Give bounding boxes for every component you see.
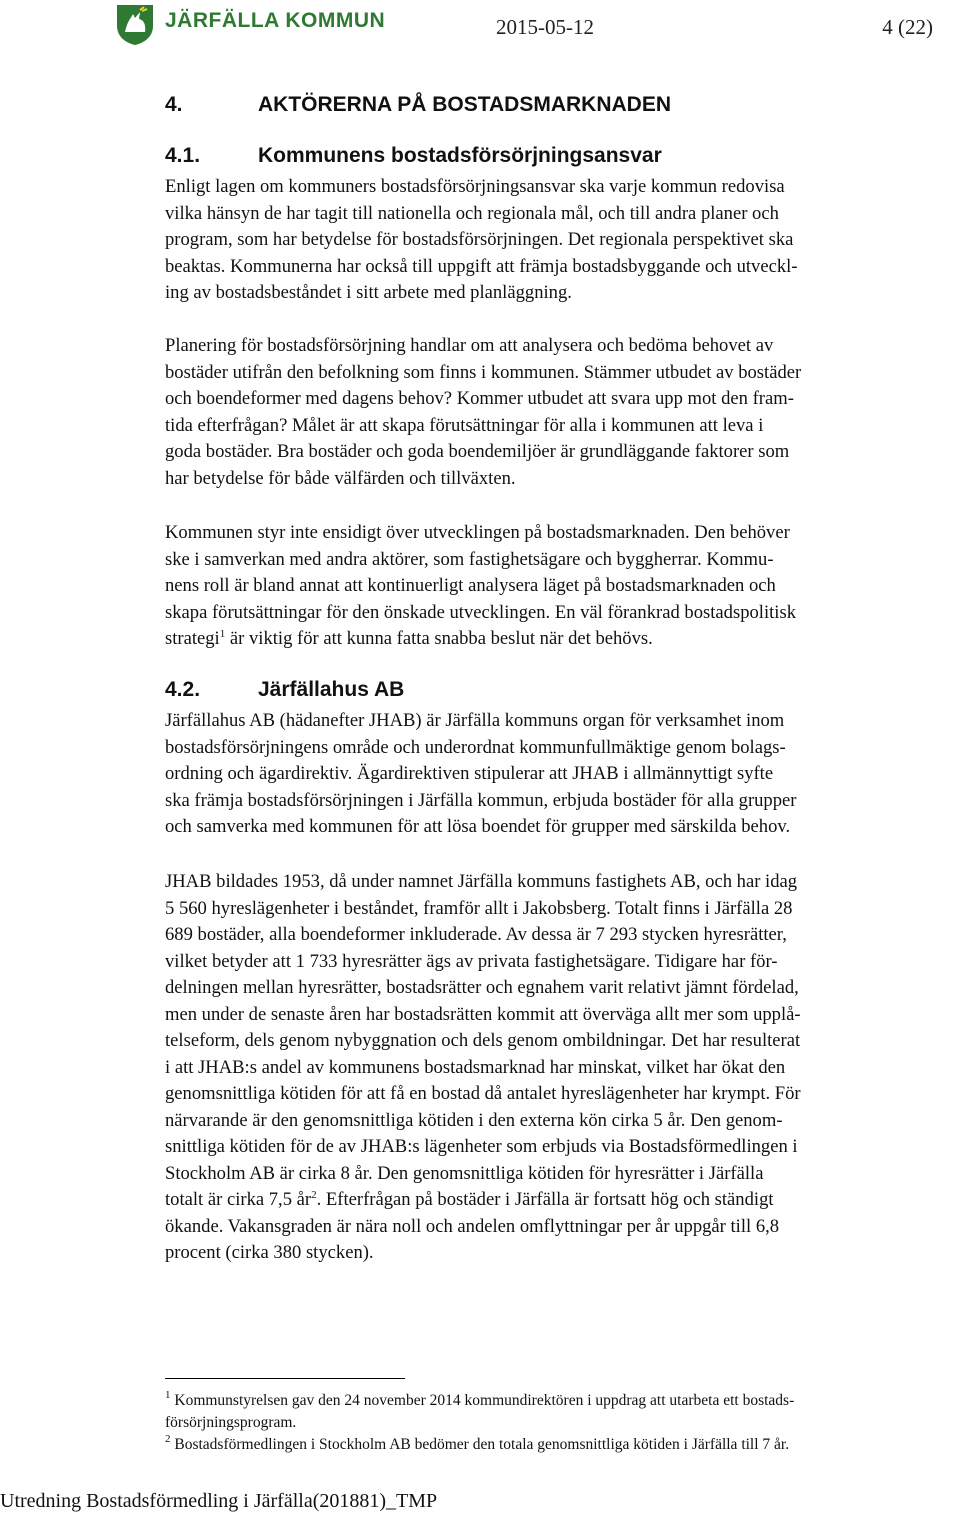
footnote-1	[165, 1390, 955, 1434]
text-line: nens roll är bland annat att kontinuerligt analysera läget på bostadsmarknaden och	[165, 575, 776, 596]
footnote-text: Bostadsförmedlingen i Stockholm AB bedömer den totala genomsnittliga kötiden i Järfälla till 7 år.	[170, 1436, 790, 1453]
text-fragment: strategi	[165, 628, 220, 649]
section-heading	[165, 93, 671, 117]
text-line: tida efterfrågan? Målet är att skapa förutsättningar för alla i kommunen att leva i	[165, 414, 764, 436]
text-line: och samverka med kommunen för att lösa boendet för grupper med särskilda behov.	[165, 816, 791, 837]
text-line: ska främja bostadsförsörjningen i Järfälla kommun, erbjuda bostäder för alla grupper	[165, 789, 797, 811]
footnote-divider	[165, 1378, 405, 1379]
footnote-ref-2: 2	[311, 1189, 317, 1201]
text-line: Stockholm AB är cirka 8 år. Den genomsnittliga kötiden för hyresrätter i Järfälla	[165, 1162, 764, 1184]
subsection-heading-4-1	[165, 144, 662, 168]
text-line: telseform, dels genom nybyggnation och dels genom ombildningar. Det har resulterat	[165, 1030, 801, 1051]
footnote-line	[165, 1390, 955, 1412]
text-line: och boendeformer med dagens behov? Kommer utbudet att svara upp mot den fram-	[165, 388, 794, 409]
municipality-logo	[113, 2, 157, 46]
text-line: i att JHAB:s andel av kommunens bostadsmarknad har minskat, vilket har ökat den	[165, 1056, 786, 1078]
text-line: Enligt lagen om kommuners bostadsförsörjningsansvar ska varje kommun redovisa	[165, 176, 785, 197]
text-line: ordning och ägardirektiv. Ägardirektiven stipulerar att JHAB i allmännyttigt syfte	[165, 763, 774, 784]
text-line: snittliga kötiden för de av JHAB:s lägenheter som erbjuds via Bostadsförmedlingen i	[165, 1136, 798, 1157]
subsection-title: Kommunens bostadsförsörjningsansvar	[258, 144, 662, 167]
footnote-line: försörjningsprogram.	[165, 1414, 297, 1431]
paragraph-4-1-2	[165, 333, 955, 492]
footnote-line	[165, 1434, 955, 1456]
subsection-number: 4.2.	[165, 678, 201, 701]
text-line: närvarande är den genomsnittliga kötiden i den externa kön cirka 5 år. Den genom-	[165, 1109, 783, 1131]
text-line: ökande. Vakansgraden är nära noll och andelen omflyttningar per år uppgår till 6,8	[165, 1215, 780, 1237]
text-line: skapa förutsättningar för den önskade utvecklingen. En väl förankrad bostadspolitisk	[165, 601, 796, 623]
text-line: genomsnittliga kötiden för att få en bostad då antalet hyreslägenheter har krympt. För	[165, 1083, 801, 1104]
section-number: 4.	[165, 93, 183, 116]
text-line: vilket betyder att 1 733 hyresrätter ägs av privata fastighetsägare. Tidigare har för-	[165, 950, 778, 972]
logo-wordmark: JÄRFÄLLA KOMMUN	[165, 9, 386, 32]
text-line: Järfällahus AB (hädanefter JHAB) är Järfälla kommuns organ för verksamhet inom	[165, 710, 785, 731]
footnote-number: 2	[165, 1433, 171, 1445]
text-line: 5 560 hyreslägenheter i beståndet, framför allt i Jakobsberg. Totalt finns i Järfälla 28	[165, 897, 793, 919]
text-line: 689 bostäder, alla boendeformer inkluderade. Av dessa är 7 293 stycken hyresrätter,	[165, 924, 787, 945]
paragraph-4-1-3	[165, 520, 955, 653]
text-line: program, som har betydelse för bostadsförsörjningen. Det regionala perspektivet ska	[165, 229, 794, 250]
text-line: Planering för bostadsförsörjning handlar om att analysera och bedöma behovet av	[165, 335, 774, 356]
text-line: bostäder utifrån den befolkning som finns i kommunen. Stämmer utbudet av bostäder	[165, 361, 802, 383]
text-line: delningen mellan hyresrätter, bostadsrätter och egnahem varit relativt jämnt fördelad,	[165, 977, 799, 998]
text-line: ing av bostadsbeståndet i sitt arbete med planläggning.	[165, 282, 572, 303]
text-fragment: . Efterfrågan på bostäder i Järfälla är fortsatt hög och ständigt	[316, 1189, 774, 1210]
header-date: 2015-05-12	[496, 15, 594, 39]
text-line	[165, 1187, 955, 1214]
paragraph-4-1-1	[165, 174, 955, 307]
text-line: men under de senaste åren har bostadsrätten kommit att överväga allt mer som upplå-	[165, 1003, 801, 1025]
text-line: JHAB bildades 1953, då under namnet Järfälla kommuns fastighets AB, och har idag	[165, 871, 798, 892]
footnote-ref-1: 1	[219, 628, 226, 640]
subsection-number: 4.1.	[165, 144, 201, 167]
text-line: bostadsförsörjningens område och underordnat kommunfullmäktige genom bolags-	[165, 736, 786, 758]
text-line: beaktas. Kommunerna har också till uppgift att främja bostadsbyggande och utveckl-	[165, 255, 798, 277]
header-page-number: 4 (22)	[882, 15, 933, 39]
subsection-heading-4-2	[165, 678, 404, 702]
text-line: vilka hänsyn de har tagit till nationella och regionala mål, och till andra planer och	[165, 202, 779, 224]
text-line: ske i samverkan med andra aktörer, som fastighetsägare och byggherrar. Kommu-	[165, 548, 774, 570]
text-line: Kommunen styr inte ensidigt över utvecklingen på bostadsmarknaden. Den behöver	[165, 522, 790, 543]
paragraph-4-2-2	[165, 869, 955, 1267]
page-header	[113, 2, 933, 46]
text-fragment: är viktig för att kunna fatta snabba beslut när det behövs.	[225, 628, 653, 649]
text-line	[165, 626, 955, 653]
paragraph-4-2-1	[165, 708, 955, 841]
section-title: AKTÖRERNA PÅ BOSTADSMARKNADEN	[258, 93, 671, 116]
text-line: har betydelse för både välfärden och tillväxten.	[165, 467, 516, 489]
text-line: procent (cirka 380 stycken).	[165, 1242, 374, 1263]
subsection-title: Järfällahus AB	[258, 678, 405, 701]
page-footer: Utredning Bostadsförmedling i Järfälla(201881)_TMP	[0, 1490, 438, 1512]
footnote-text: Kommunstyrelsen gav den 24 november 2014 kommundirektören i uppdrag att utarbeta ett bostads-	[170, 1392, 795, 1409]
text-fragment: totalt är cirka 7,5 år	[165, 1189, 312, 1210]
footnote-number: 1	[165, 1389, 171, 1401]
text-line: goda bostäder. Bra bostäder och goda boendemiljöer är grundläggande faktorer som	[165, 441, 790, 462]
footnote-2	[165, 1434, 955, 1456]
